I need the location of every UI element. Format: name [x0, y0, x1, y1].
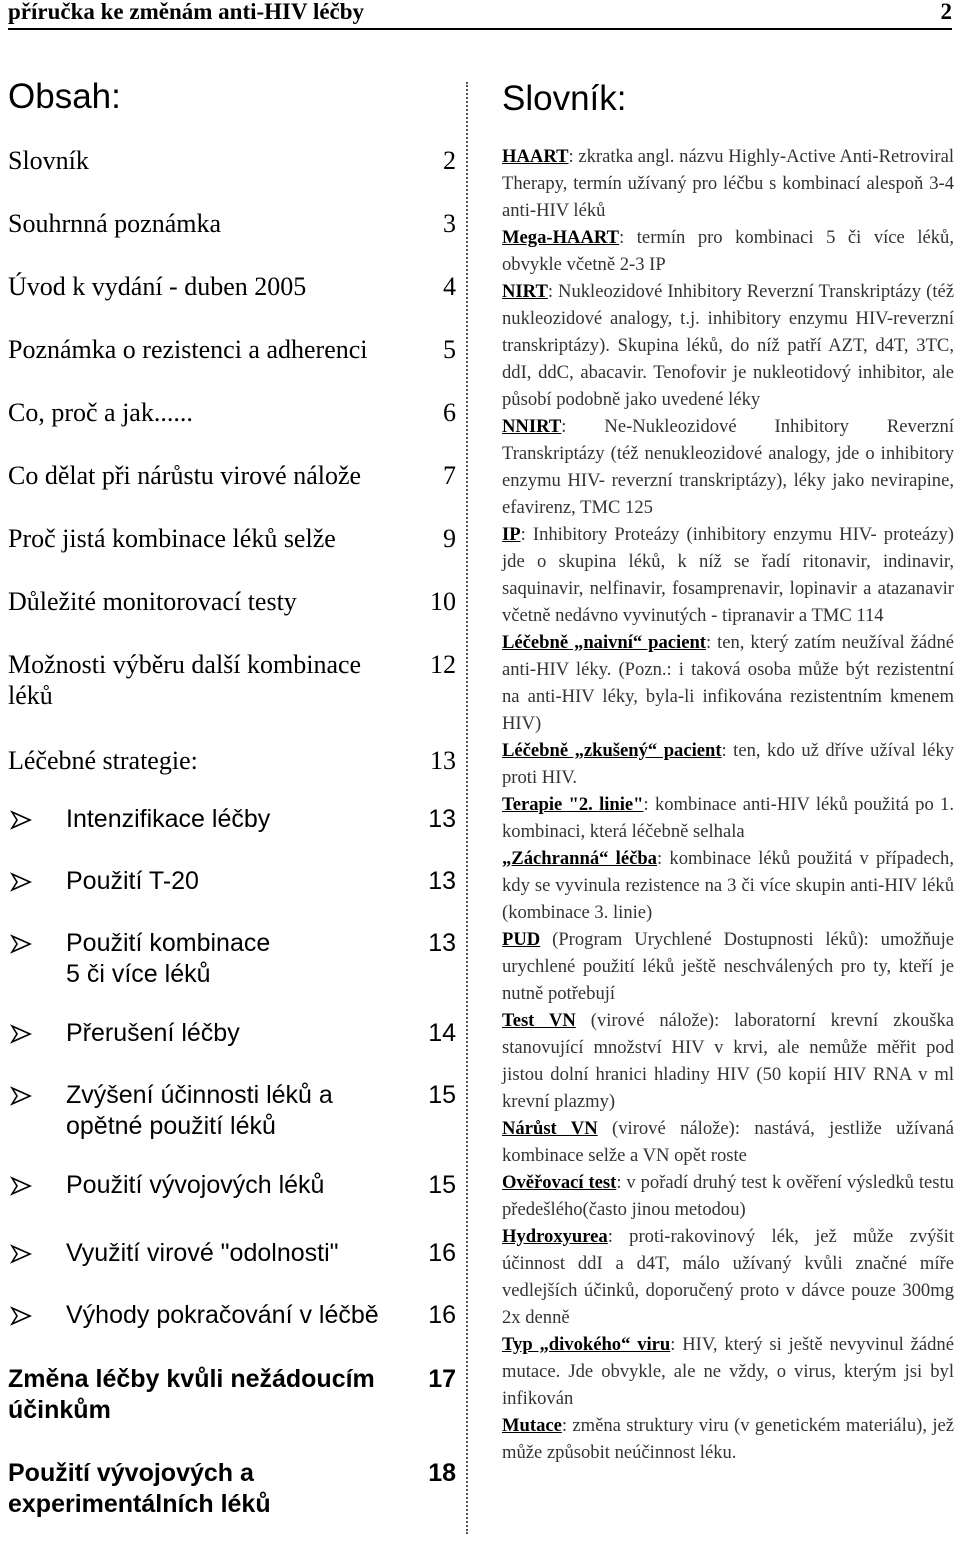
glossary-entry	[502, 224, 954, 278]
toc-sub-entry-label: Použití vývojových léků	[66, 1170, 325, 1199]
toc-entry[interactable]	[8, 460, 456, 491]
glossary-term: NIRT	[502, 280, 548, 302]
toc-entry[interactable]	[8, 334, 456, 365]
header-page-number: 2	[940, 0, 952, 24]
toc-sub-entry[interactable]	[8, 866, 456, 900]
glossary-term: Hydroxyurea	[502, 1225, 608, 1247]
toc-sub-entry-page: 16	[428, 1300, 456, 1329]
toc-entry[interactable]	[8, 208, 456, 239]
toc-entry-page: 13	[430, 745, 456, 775]
toc-entry-label: Úvod k vydání - duben 2005	[8, 271, 307, 301]
toc-entry-label: Co, proč a jak......	[8, 397, 193, 427]
toc-sub-entry-page: 13	[428, 804, 456, 833]
toc-main-list	[8, 145, 456, 776]
toc-sub-entry-label-wrap	[8, 804, 396, 838]
toc-sub-entry[interactable]	[8, 1238, 456, 1272]
toc-entry[interactable]	[8, 745, 456, 776]
toc-sub-entry-page: 13	[428, 928, 456, 957]
glossary-title: Slovník:	[502, 79, 627, 118]
toc-entry-label: Léčebné strategie:	[8, 745, 198, 775]
toc-entry-page: 7	[443, 460, 456, 490]
toc-sub-entry-label-wrap	[8, 1170, 396, 1204]
glossary-definition: : kombinace léků použitá v případech, kdy se vyvinula rezistence na 3 či více skupin anti-HIV léků (kombinace 3. linie)	[502, 847, 954, 923]
glossary	[502, 80, 954, 1466]
glossary-definition: : ten, který zatím neužíval žádné anti-HIV léky. (Pozn.: i taková osoba může být rezistentní na anti-HIV léky, byla-li infikována rezistentním kmenem HIV)	[502, 631, 954, 734]
glossary-term: Ověřovací test	[502, 1171, 617, 1193]
glossary-definition: : proti-rakovinový lék, jež může zvýšit účinnost ddI a d4T, málo užívaný kvůli značné míře vedlejších účinků, doporučený proto v dávce pouze 300mg 2x denně	[502, 1225, 954, 1328]
glossary-term: Test VN	[502, 1009, 576, 1031]
toc-entry-page: 6	[443, 397, 456, 427]
toc-entry-label: Změna léčby kvůli nežádoucím účinkům	[8, 1364, 375, 1424]
glossary-entry	[502, 737, 954, 791]
glossary-term: IP	[502, 523, 521, 545]
arrowhead-bullet-icon	[8, 866, 66, 900]
toc-sub-entry-page: 15	[428, 1080, 456, 1109]
arrowhead-bullet-icon	[8, 928, 66, 990]
toc-sub-entry-label: Intenzifikace léčby	[66, 804, 271, 833]
toc-entry-label: Co dělat při nárůstu virové nálože	[8, 460, 362, 490]
toc-sub-entry-label: Použití kombinace 5 či více léků	[66, 928, 271, 988]
arrowhead-bullet-icon	[8, 804, 66, 838]
glossary-term: Léčebně „naivní“ pacient	[502, 631, 706, 653]
toc-sub-entry-page: 15	[428, 1170, 456, 1199]
toc-sub-entry[interactable]	[8, 1300, 456, 1334]
toc-sub-entry-label: Použití T-20	[66, 866, 199, 895]
glossary-entry	[502, 413, 954, 521]
page-header	[8, 0, 952, 30]
arrowhead-bullet-icon	[8, 1300, 66, 1334]
glossary-entry	[502, 1007, 954, 1115]
toc-sub-entry-label-wrap	[8, 928, 286, 990]
toc-entry-label: Slovník	[8, 145, 89, 175]
toc-sub-entry-label: Výhody pokračování v léčbě	[66, 1300, 379, 1329]
glossary-entry	[502, 1331, 954, 1412]
glossary-entry	[502, 926, 954, 1007]
toc-sub-entry-label: Zvýšení účinnosti léků a opětné použití léků	[66, 1080, 333, 1140]
toc-sub-entry-label-wrap	[8, 1238, 396, 1272]
glossary-definition: : v pořadí druhý test k ověření výsledků testu předešlého(často jinou metodou)	[502, 1171, 954, 1220]
toc-entry-page: 10	[430, 586, 456, 616]
glossary-definition: : Ne-Nukleozidové Inhibitory Reverzní Transkriptázy (též nenukleozidové analogy, jde o inhibitory enzymu HIV- reverzní transkriptázy), léky jako nevirapine, efavirenz, TMC 125	[502, 415, 954, 518]
toc-sub-entry[interactable]	[8, 804, 456, 838]
glossary-definition: : HIV, který si ještě nevyvinul žádné mutace. Jde obvykle, ale ne vždy, o virus, kterým jsi byl infikován	[502, 1333, 954, 1409]
glossary-term: PUD	[502, 928, 541, 950]
toc-entry-page: 9	[443, 523, 456, 553]
toc-sub-entry-page: 16	[428, 1238, 456, 1267]
toc-entry-label: Poznámka o rezistenci a adherenci	[8, 334, 368, 364]
toc-entry[interactable]	[8, 586, 456, 617]
glossary-entries	[502, 143, 954, 1466]
glossary-term: Léčebně „zkušený“ pacient	[502, 739, 722, 761]
glossary-entry	[502, 521, 954, 629]
toc-entry-label: Důležité monitorovací testy	[8, 586, 297, 616]
toc-entry-page: 5	[443, 334, 456, 364]
toc-entry-label: Možnosti výběru další kombinace léků	[8, 649, 362, 710]
toc-entry[interactable]	[8, 271, 456, 302]
arrowhead-bullet-icon	[8, 1080, 66, 1142]
glossary-term: Mega-HAART	[502, 226, 620, 248]
toc-entry-label: Souhrnná poznámka	[8, 208, 222, 238]
header-title: příručka ke změnám anti-HIV léčby	[8, 0, 365, 24]
toc-sub-entry-label-wrap	[8, 1300, 396, 1334]
glossary-entry	[502, 1223, 954, 1331]
toc-entry-label: Použití vývojových a experimentálních léků	[8, 1458, 271, 1518]
arrowhead-bullet-icon	[8, 1238, 66, 1272]
toc-entry[interactable]	[8, 397, 456, 428]
toc-entry-label: Proč jistá kombinace léků selže	[8, 523, 336, 553]
glossary-definition: : zkratka angl. názvu Highly-Active Anti-Retroviral Therapy, termín užívaný pro léčbu s kombinací alespoň 3-4 anti-HIV léků	[502, 145, 954, 221]
glossary-definition: (Program Urychlené Dostupnosti léků): umožňuje urychlené použití léků ještě neschválených pro ty, kteří je nutně potřebují	[502, 928, 954, 1004]
toc-entry[interactable]	[8, 1364, 456, 1426]
glossary-definition: : ten, kdo už dříve užíval léky proti HIV.	[502, 739, 955, 788]
glossary-definition: (virové nálože): nastává, jestliže užívaná kombinace selže a VN opět roste	[502, 1117, 955, 1166]
toc-entry-page: 12	[430, 649, 456, 679]
toc-tail-list	[8, 1364, 456, 1520]
toc-title: Obsah:	[8, 77, 121, 116]
glossary-term: Terapie "2. linie"	[502, 793, 644, 815]
toc-sub-entry-label-wrap	[8, 1080, 366, 1142]
glossary-term: HAART	[502, 145, 569, 167]
glossary-entry	[502, 278, 954, 413]
arrowhead-bullet-icon	[8, 1018, 66, 1052]
table-of-contents	[8, 78, 456, 1520]
toc-sub-entry-label-wrap	[8, 866, 396, 900]
glossary-definition: : Inhibitory Proteázy (inhibitory enzymu HIV- proteázy) jde o skupina léků, k níž se řadí ritonavir, indinavir, saquinavir, nelfinavir, fosamprenavir, lopinavir a atazanavir včetně nedávno vyvinutých - tipranavir a TMC 114	[502, 523, 954, 626]
toc-sub-entry-label-wrap	[8, 1018, 396, 1052]
toc-sub-entry[interactable]	[8, 1170, 456, 1204]
toc-sub-entry[interactable]	[8, 928, 456, 990]
toc-entry[interactable]	[8, 145, 456, 176]
glossary-definition: : termín pro kombinaci 5 či více léků, obvykle včetně 2-3 IP	[502, 226, 954, 275]
arrowhead-bullet-icon	[8, 1170, 66, 1204]
glossary-term: „Záchranná“ léčba	[502, 847, 657, 869]
glossary-definition: : kombinace anti-HIV léků použitá po 1. kombinaci, která léčebně selhala	[502, 793, 954, 842]
glossary-entry	[502, 629, 954, 737]
toc-sub-entry-label: Přerušení léčby	[66, 1018, 240, 1047]
glossary-term: NNIRT	[502, 415, 562, 437]
glossary-term: Typ „divokého“ viru	[502, 1333, 671, 1355]
toc-sub-entry[interactable]	[8, 1080, 456, 1142]
glossary-definition: (virové nálože): laboratorní krevní zkouška stanovující množství HIV v krvi, ale nemůže měřit pod jistou dolní hranici hladiny HIV (50 kopií HIV RNA v ml krevní plazmy)	[502, 1009, 954, 1112]
toc-entry[interactable]	[8, 649, 456, 711]
glossary-entry	[502, 1115, 954, 1169]
toc-entry-page: 18	[428, 1458, 456, 1487]
toc-entry-page: 17	[428, 1364, 456, 1393]
glossary-term: Nárůst VN	[502, 1117, 598, 1139]
glossary-entry	[502, 1412, 954, 1466]
glossary-term: Mutace	[502, 1414, 562, 1436]
glossary-entry	[502, 791, 954, 845]
toc-entry[interactable]	[8, 523, 456, 554]
toc-entry-page: 4	[443, 271, 456, 301]
toc-entry[interactable]	[8, 1458, 456, 1520]
glossary-entry	[502, 845, 954, 926]
toc-sub-entry-page: 14	[428, 1018, 456, 1047]
toc-entry-page: 2	[443, 145, 456, 175]
toc-sub-entry-label: Využití virové "odolnosti"	[66, 1238, 339, 1267]
glossary-definition: : Nukleozidové Inhibitory Reverzní Transkriptázy (též nukleozidové analogy, t.j. inhibitory enzymu HIV-reverzní transkriptázy). Skupina léků, do níž patří AZT, d4T, 3TC, ddI, ddC, abacavir. Tenofovir je nukleotidový inhibitor, ale působí podobně jako uvedené léky	[502, 280, 954, 410]
glossary-entry	[502, 1169, 954, 1223]
toc-sub-entry-page: 13	[428, 866, 456, 895]
toc-sub-list	[8, 804, 456, 1334]
toc-entry-page: 3	[443, 208, 456, 238]
glossary-definition: : změna struktury viru (v genetickém materiálu), jež může způsobit neúčinnost léku.	[502, 1414, 954, 1463]
toc-sub-entry[interactable]	[8, 1018, 456, 1052]
glossary-entry	[502, 143, 954, 224]
column-divider	[466, 82, 468, 1534]
